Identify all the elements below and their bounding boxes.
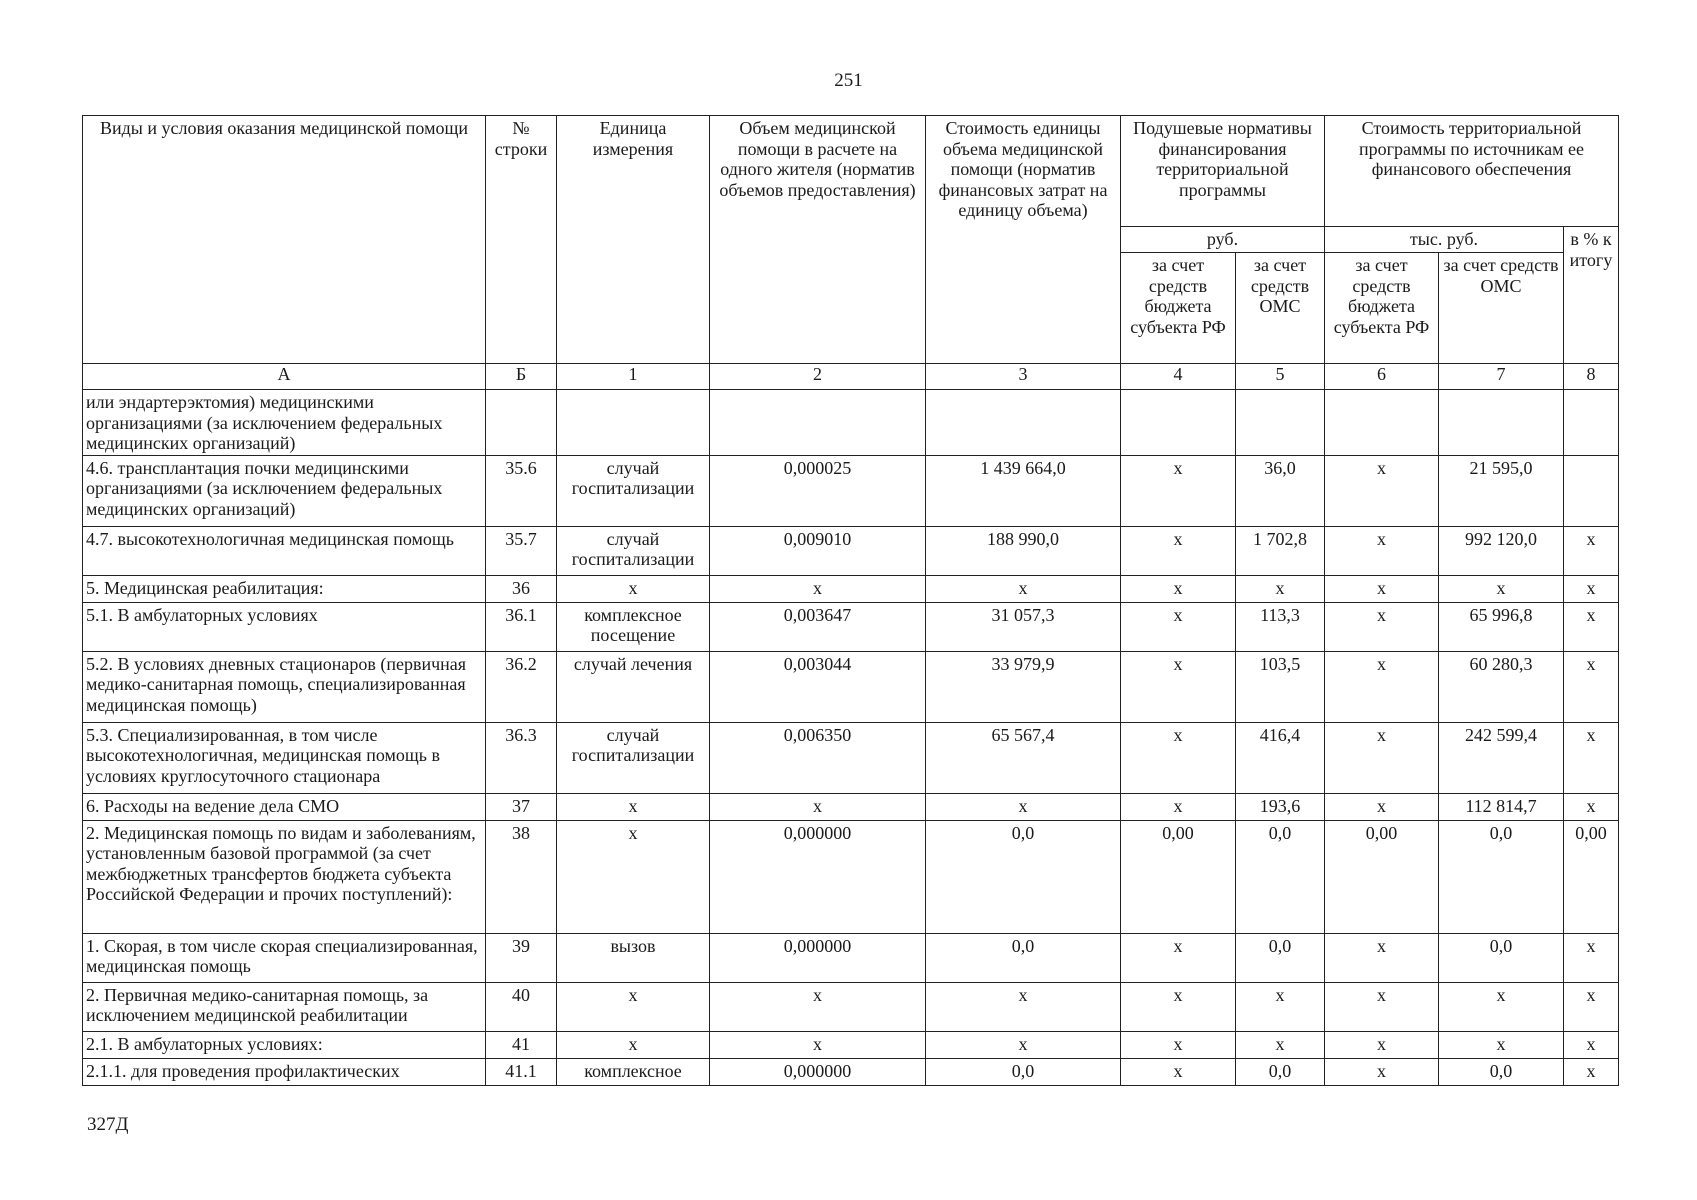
header-unit-rub: руб. xyxy=(1121,227,1325,253)
row-total-budget: х xyxy=(1325,1058,1439,1085)
row-name: или эндартерэктомия) медицинскими организациями (за исключением федеральных медицинских организаций) xyxy=(83,390,486,456)
row-name: 6. Расходы на ведение дела СМО xyxy=(83,793,486,820)
row-cost xyxy=(926,390,1121,456)
row-percent: х xyxy=(1564,575,1619,602)
header-col-3: Стоимость единицы объема медицинской помощи (норматив финансовых затрат на единицу объема) xyxy=(926,116,1121,364)
row-per-capita-budget: х xyxy=(1121,602,1236,651)
row-unit: случай лечения xyxy=(557,651,710,722)
row-number: 36 xyxy=(486,575,557,602)
row-percent: х xyxy=(1564,602,1619,651)
row-name: 5.2. В условиях дневных стационаров (первичная медико-санитарная помощь, специализированная медицинская помощь) xyxy=(83,651,486,722)
row-per-capita-budget: х xyxy=(1121,575,1236,602)
row-total-oms: х xyxy=(1439,1031,1564,1058)
document-code: 327Д xyxy=(87,1114,129,1135)
row-percent: х xyxy=(1564,722,1619,793)
row-unit: комплексное посещение xyxy=(557,602,710,651)
header-sub-budget-2: за счет средств бюджета субъекта РФ xyxy=(1325,253,1439,364)
row-total-budget: х xyxy=(1325,455,1439,526)
header-col-2: Объем медицинской помощи в расчете на одного жителя (норматив объемов предоставления) xyxy=(710,116,926,364)
row-name: 4.6. трансплантация почки медицинскими организациями (за исключением федеральных медицинских организаций) xyxy=(83,455,486,526)
row-volume: 0,000025 xyxy=(710,455,926,526)
row-number: 41.1 xyxy=(486,1058,557,1085)
table-row xyxy=(83,793,1619,820)
row-percent: х xyxy=(1564,933,1619,982)
table-row xyxy=(83,820,1619,933)
row-total-oms: 0,0 xyxy=(1439,933,1564,982)
table-row xyxy=(83,982,1619,1031)
row-volume: 0,003044 xyxy=(710,651,926,722)
row-per-capita-budget: х xyxy=(1121,455,1236,526)
row-per-capita-budget: х xyxy=(1121,722,1236,793)
row-per-capita-budget: х xyxy=(1121,793,1236,820)
row-unit: случай госпитализации xyxy=(557,526,710,575)
row-total-oms: 242 599,4 xyxy=(1439,722,1564,793)
row-per-capita-oms: х xyxy=(1236,1031,1325,1058)
header-sub-budget: за счет средств бюджета субъекта РФ xyxy=(1121,253,1236,364)
column-number: 8 xyxy=(1564,364,1619,390)
row-name: 2.1.1. для проведения профилактических xyxy=(83,1058,486,1085)
row-total-budget: х xyxy=(1325,651,1439,722)
row-number: 35.6 xyxy=(486,455,557,526)
row-per-capita-budget: х xyxy=(1121,982,1236,1031)
row-percent xyxy=(1564,455,1619,526)
row-number: 36.3 xyxy=(486,722,557,793)
row-percent xyxy=(1564,390,1619,456)
column-number: 4 xyxy=(1121,364,1236,390)
row-per-capita-oms: 113,3 xyxy=(1236,602,1325,651)
row-cost: х xyxy=(926,982,1121,1031)
row-number: 36.1 xyxy=(486,602,557,651)
row-per-capita-budget xyxy=(1121,390,1236,456)
column-number: 6 xyxy=(1325,364,1439,390)
row-per-capita-oms: 1 702,8 xyxy=(1236,526,1325,575)
row-per-capita-oms xyxy=(1236,390,1325,456)
row-total-budget: х xyxy=(1325,982,1439,1031)
row-per-capita-budget: х xyxy=(1121,526,1236,575)
table-row xyxy=(83,1058,1619,1085)
row-per-capita-oms: 103,5 xyxy=(1236,651,1325,722)
row-percent: 0,00 xyxy=(1564,820,1619,933)
row-name: 2. Первичная медико-санитарная помощь, за исключением медицинской реабилитации xyxy=(83,982,486,1031)
row-unit: вызов xyxy=(557,933,710,982)
header-col-1: Единица измерения xyxy=(557,116,710,364)
row-name: 1. Скорая, в том числе скорая специализированная, медицинская помощь xyxy=(83,933,486,982)
row-per-capita-budget: х xyxy=(1121,1031,1236,1058)
table-header xyxy=(83,116,1619,390)
row-unit: случай госпитализации xyxy=(557,722,710,793)
row-unit: х xyxy=(557,982,710,1031)
row-unit: х xyxy=(557,820,710,933)
column-number: 3 xyxy=(926,364,1121,390)
header-sub-oms: за счет средств ОМС xyxy=(1236,253,1325,364)
row-total-oms: х xyxy=(1439,982,1564,1031)
row-per-capita-oms: 36,0 xyxy=(1236,455,1325,526)
row-per-capita-budget: х xyxy=(1121,651,1236,722)
table-row xyxy=(83,602,1619,651)
row-per-capita-oms: х xyxy=(1236,982,1325,1031)
column-number: 2 xyxy=(710,364,926,390)
row-percent: х xyxy=(1564,982,1619,1031)
row-number xyxy=(486,390,557,456)
table-row xyxy=(83,455,1619,526)
header-unit-percent: в % к итогу xyxy=(1564,227,1619,364)
row-total-oms: 60 280,3 xyxy=(1439,651,1564,722)
row-cost: х xyxy=(926,575,1121,602)
row-cost: 0,0 xyxy=(926,820,1121,933)
table-row xyxy=(83,390,1619,456)
row-number: 38 xyxy=(486,820,557,933)
row-name: 5. Медицинская реабилитация: xyxy=(83,575,486,602)
row-volume: х xyxy=(710,982,926,1031)
row-total-oms: 992 120,0 xyxy=(1439,526,1564,575)
row-name: 2. Медицинская помощь по видам и заболеваниям, установленным базовой программой (за счет межбюджетных трансфертов бюджета субъекта Российской Федерации и прочих поступлений): xyxy=(83,820,486,933)
table-row xyxy=(83,933,1619,982)
row-volume: х xyxy=(710,575,926,602)
row-cost: 31 057,3 xyxy=(926,602,1121,651)
row-volume: х xyxy=(710,793,926,820)
header-col-a: Виды и условия оказания медицинской помощи xyxy=(83,116,486,364)
row-per-capita-budget: х xyxy=(1121,1058,1236,1085)
row-cost: 1 439 664,0 xyxy=(926,455,1121,526)
row-percent: х xyxy=(1564,793,1619,820)
table-row xyxy=(83,651,1619,722)
row-name: 4.7. высокотехнологичная медицинская помощь xyxy=(83,526,486,575)
row-total-budget: х xyxy=(1325,793,1439,820)
row-total-budget: х xyxy=(1325,602,1439,651)
row-volume: 0,003647 xyxy=(710,602,926,651)
column-number-row xyxy=(83,364,1619,390)
header-col-b: № строки xyxy=(486,116,557,364)
row-name: 5.1. В амбулаторных условиях xyxy=(83,602,486,651)
row-total-oms: 0,0 xyxy=(1439,1058,1564,1085)
row-total-budget: х xyxy=(1325,933,1439,982)
row-per-capita-oms: 416,4 xyxy=(1236,722,1325,793)
row-cost: х xyxy=(926,793,1121,820)
table-row xyxy=(83,526,1619,575)
row-number: 39 xyxy=(486,933,557,982)
row-total-oms: х xyxy=(1439,575,1564,602)
row-total-oms: 65 996,8 xyxy=(1439,602,1564,651)
row-cost: 188 990,0 xyxy=(926,526,1121,575)
row-volume: х xyxy=(710,1031,926,1058)
row-cost: 33 979,9 xyxy=(926,651,1121,722)
header-group-per-capita: Подушевые нормативы финансирования территориальной программы xyxy=(1121,116,1325,227)
row-per-capita-oms: 0,0 xyxy=(1236,1058,1325,1085)
row-name: 2.1. В амбулаторных условиях: xyxy=(83,1031,486,1058)
row-total-budget: х xyxy=(1325,526,1439,575)
row-total-oms: 112 814,7 xyxy=(1439,793,1564,820)
row-volume: 0,000000 xyxy=(710,933,926,982)
row-unit: х xyxy=(557,1031,710,1058)
row-cost: 0,0 xyxy=(926,933,1121,982)
header-sub-oms-2: за счет средств ОМС xyxy=(1439,253,1564,364)
row-cost: х xyxy=(926,1031,1121,1058)
row-per-capita-budget: х xyxy=(1121,933,1236,982)
header-unit-thous-rub: тыс. руб. xyxy=(1325,227,1564,253)
table-row xyxy=(83,575,1619,602)
row-total-budget: х xyxy=(1325,575,1439,602)
territorial-program-table xyxy=(82,115,1619,1086)
row-cost: 0,0 xyxy=(926,1058,1121,1085)
row-cost: 65 567,4 xyxy=(926,722,1121,793)
row-per-capita-oms: х xyxy=(1236,575,1325,602)
row-total-budget xyxy=(1325,390,1439,456)
row-volume xyxy=(710,390,926,456)
header-group-cost: Стоимость территориальной программы по источникам ее финансового обеспечения xyxy=(1325,116,1619,227)
row-unit xyxy=(557,390,710,456)
table-row xyxy=(83,722,1619,793)
row-number: 36.2 xyxy=(486,651,557,722)
row-name: 5.3. Специализированная, в том числе высокотехнологичная, медицинская помощь в условиях круглосуточного стационара xyxy=(83,722,486,793)
column-number: А xyxy=(83,364,486,390)
row-unit: комплексное xyxy=(557,1058,710,1085)
row-number: 37 xyxy=(486,793,557,820)
row-per-capita-oms: 0,0 xyxy=(1236,933,1325,982)
row-total-budget: х xyxy=(1325,722,1439,793)
row-unit: х xyxy=(557,793,710,820)
row-total-oms: 0,0 xyxy=(1439,820,1564,933)
row-per-capita-oms: 0,0 xyxy=(1236,820,1325,933)
row-total-budget: 0,00 xyxy=(1325,820,1439,933)
row-number: 40 xyxy=(486,982,557,1031)
row-number: 35.7 xyxy=(486,526,557,575)
row-total-oms xyxy=(1439,390,1564,456)
column-number: 7 xyxy=(1439,364,1564,390)
row-per-capita-budget: 0,00 xyxy=(1121,820,1236,933)
page-number: 251 xyxy=(834,70,863,91)
column-number: 5 xyxy=(1236,364,1325,390)
row-volume: 0,006350 xyxy=(710,722,926,793)
row-per-capita-oms: 193,6 xyxy=(1236,793,1325,820)
row-percent: х xyxy=(1564,651,1619,722)
column-number: 1 xyxy=(557,364,710,390)
row-volume: 0,000000 xyxy=(710,820,926,933)
row-percent: х xyxy=(1564,1058,1619,1085)
row-number: 41 xyxy=(486,1031,557,1058)
table-body xyxy=(83,390,1619,1086)
row-unit: х xyxy=(557,575,710,602)
table-row xyxy=(83,1031,1619,1058)
row-volume: 0,000000 xyxy=(710,1058,926,1085)
row-total-budget: х xyxy=(1325,1031,1439,1058)
column-number: Б xyxy=(486,364,557,390)
row-unit: случай госпитализации xyxy=(557,455,710,526)
row-total-oms: 21 595,0 xyxy=(1439,455,1564,526)
row-percent: х xyxy=(1564,526,1619,575)
row-percent: х xyxy=(1564,1031,1619,1058)
row-volume: 0,009010 xyxy=(710,526,926,575)
